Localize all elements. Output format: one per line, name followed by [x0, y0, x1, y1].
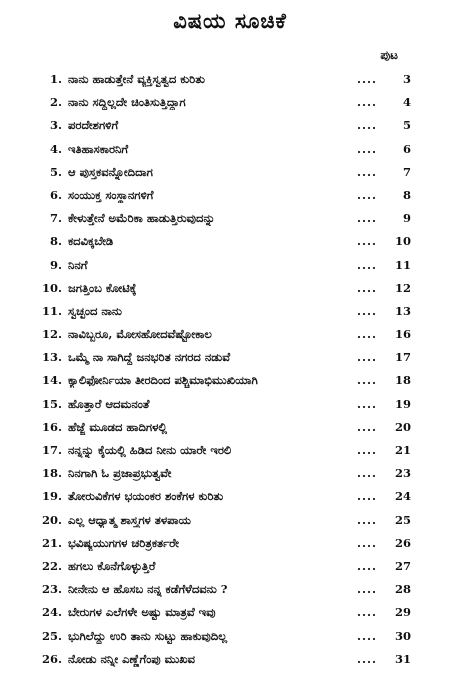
toc-row — [36, 536, 411, 559]
entry-leader: .... — [356, 373, 377, 388]
entry-leader: .... — [356, 535, 377, 550]
toc-row — [36, 373, 411, 396]
entry-title: ನಾನು ಹಾಡುತ್ತೇನೆ ವ್ಯಕ್ತಿಸ್ವತ್ವದ ಕುರಿತು — [68, 72, 205, 86]
toc-row — [36, 118, 411, 141]
entry-number: 7. — [49, 211, 62, 226]
toc-row — [36, 420, 411, 443]
entry-leader: .... — [356, 443, 377, 457]
toc-row — [36, 582, 411, 605]
toc-row — [36, 304, 411, 327]
entry-number: 11. — [41, 303, 62, 318]
entry-number: 5. — [49, 164, 62, 179]
entry-title: ನಾವಿಬ್ಬರೂ, ಮೋಸಹೋದವೆಷ್ಟೋಕಾಲ — [68, 327, 212, 342]
entry-title: ನಾನು ಸದ್ದಿಲ್ಲದೇ ಚಿಂತಿಸುತ್ತಿದ್ದಾಗ — [68, 95, 186, 110]
entry-number: 4. — [49, 141, 62, 156]
toc-row — [36, 95, 411, 118]
entry-page: 31 — [394, 651, 411, 666]
entry-number: 1. — [49, 72, 62, 86]
entry-title: ಭುಗಿಲೆದ್ದು ಉರಿ ತಾನು ಸುಟ್ಟು ಹಾಕುವುದಿಲ್ಲ — [68, 628, 228, 643]
page-column-header: ಪುಟ — [380, 48, 398, 62]
entry-page: 26 — [394, 535, 411, 550]
entry-leader: .... — [356, 211, 377, 226]
entry-page: 17 — [394, 350, 411, 365]
toc-row — [36, 443, 411, 466]
toc-row — [36, 605, 411, 628]
entry-number: 10. — [41, 280, 62, 295]
entry-number: 15. — [41, 396, 62, 411]
entry-page: 24 — [394, 489, 411, 504]
toc-row — [36, 559, 411, 582]
entry-number: 2. — [49, 95, 62, 110]
entry-page: 29 — [394, 605, 411, 620]
entry-number: 26. — [41, 651, 62, 666]
entry-title: ನೋಡು ನನ್ನೀ ಎಣ್ಣೆಗೆಂಪು ಮುಖವ — [68, 651, 196, 666]
entry-page: 21 — [394, 443, 411, 457]
toc-row — [36, 72, 411, 95]
entry-number: 24. — [41, 605, 62, 620]
entry-number: 18. — [41, 466, 62, 481]
toc-row — [36, 258, 411, 281]
entry-leader: .... — [356, 628, 377, 643]
page-title: ವಿಷಯ ಸೂಚಿಕೆ — [173, 8, 287, 33]
entry-number: 25. — [41, 628, 62, 643]
entry-leader: .... — [356, 558, 377, 573]
entry-leader: .... — [356, 419, 377, 434]
entry-page: 10 — [394, 234, 411, 249]
entry-title: ಭವಿಷ್ಯಯುಗಗಳ ಚರಿತ್ರಕರ್ತರೇ — [68, 535, 179, 550]
entry-page: 19 — [394, 396, 411, 411]
entry-page: 6 — [402, 141, 411, 156]
entry-page: 25 — [394, 512, 411, 527]
entry-title: ಹೆಜ್ಜೆ ಮೂಡದ ಹಾದಿಗಳಲ್ಲಿ — [68, 419, 168, 434]
toc-row — [36, 211, 411, 234]
entry-title: ಜಗತ್ತಿಂಬ ಕೋಟಿಕ್ಕೆ — [68, 280, 137, 295]
entry-number: 23. — [41, 582, 62, 597]
entry-title: ತೋರುವಿಕೆಗಳ ಭಯಂಕರ ಶಂಕೆಗಳ ಕುರಿತು — [68, 489, 224, 504]
entry-leader: .... — [356, 141, 377, 156]
toc-row — [36, 142, 411, 165]
entry-number: 3. — [49, 118, 62, 133]
entry-leader: .... — [356, 303, 377, 318]
toc-row — [36, 466, 411, 489]
entry-leader: .... — [356, 512, 377, 527]
entry-leader: .... — [356, 350, 377, 365]
entry-page: 9 — [402, 211, 411, 226]
entry-title: ಬೇರುಗಳ ಎಲೆಗಳೇ ಅಷ್ಟು ಮಾತ್ರವೆ ಇವು — [68, 605, 216, 620]
entry-leader: .... — [356, 582, 377, 597]
entry-title: ಹಗಲು ಕೊನೆಗೊಳ್ಳುತ್ತಿರೆ — [68, 558, 156, 573]
entry-title: ಆ ಪುಸ್ತಕವನ್ನೋದಿದಾಗ — [68, 164, 153, 179]
entry-title: ಪರದೇಶಗಳಿಗೆ — [68, 118, 119, 133]
entry-title: ಒಮ್ಮೆ ನಾ ಸಾಗಿದ್ದೆ ಜನಭರಿತ ನಗರದ ನಡುವೆ — [68, 350, 231, 365]
entry-page: 28 — [394, 582, 411, 597]
entry-number: 16. — [41, 419, 62, 434]
entry-title: ಸಂಯುಕ್ತ ಸಂಸ್ಥಾನಗಳಿಗೆ — [68, 187, 154, 202]
entry-leader: .... — [356, 605, 377, 620]
entry-title: ಸ್ವಚ್ಛಂದ ನಾನು — [68, 303, 122, 318]
entry-page: 18 — [394, 373, 411, 388]
entry-leader: .... — [356, 466, 377, 481]
entry-leader: .... — [356, 234, 377, 249]
entry-number: 14. — [41, 373, 62, 388]
entry-number: 6. — [49, 187, 62, 202]
toc-row — [36, 281, 411, 304]
entry-number: 12. — [41, 327, 62, 342]
entry-number: 20. — [41, 512, 62, 527]
toc-row — [36, 629, 411, 652]
entry-leader: .... — [356, 327, 377, 342]
entry-title: ಹೊತ್ತಾರೆ ಆದಮನಂತೆ — [68, 396, 150, 411]
entry-leader: .... — [356, 396, 377, 411]
entry-title: ಕೇಳುತ್ತೇನೆ ಅಮೆರಿಕಾ ಹಾಡುತ್ತಿರುವುದನ್ನು — [68, 211, 216, 226]
entry-title: ಕ್ಯಾಲಿಫೋರ್ನಿಯಾ ತೀರದಿಂದ ಪಶ್ಚಿಮಾಭಿಮುಖಿಯಾಗಿ — [68, 373, 258, 388]
entry-title: ನಿನಗಾಗಿ ಓ ಪ್ರಜಾಪ್ರಭುತ್ವವೇ — [68, 466, 172, 481]
entry-leader: .... — [356, 280, 377, 295]
entry-leader: .... — [356, 95, 377, 110]
entry-title: ನನ್ನನ್ನು ಕೈಯಲ್ಲಿ ಹಿಡಿದ ನೀನು ಯಾರೇ ಇರಲಿ — [68, 443, 232, 457]
entry-number: 8. — [49, 234, 62, 249]
entry-leader: .... — [356, 257, 377, 272]
entry-number: 21. — [41, 535, 62, 550]
entry-leader: .... — [356, 187, 377, 202]
entry-leader: .... — [356, 164, 377, 179]
entry-page: 4 — [402, 95, 411, 110]
toc-row — [36, 652, 411, 675]
toc-row — [36, 489, 411, 512]
entry-title: ಕದವಿಕ್ಕಬೇಡಿ — [68, 234, 114, 249]
entry-number: 17. — [41, 443, 62, 457]
entry-page: 20 — [394, 419, 411, 434]
toc-row — [36, 234, 411, 257]
entry-page: 8 — [402, 187, 411, 202]
toc-row — [36, 513, 411, 536]
entry-leader: .... — [356, 489, 377, 504]
entry-leader: .... — [356, 118, 377, 133]
entry-page: 3 — [402, 72, 411, 86]
entry-title: ಎಲ್ಲ ಆಧ್ಯಾತ್ಮ ಶಾಸ್ತ್ರಗಳ ತಳಪಾಯ — [68, 512, 191, 527]
entry-title: ನೀನೇನು ಆ ಹೊಸಬ ನನ್ನ ಕಡೆಗೆಳೆದವನು ? — [68, 582, 228, 597]
entry-page: 16 — [394, 327, 411, 342]
entry-number: 19. — [41, 489, 62, 504]
entry-title: ನಿನಗೆ — [68, 257, 88, 272]
entry-page: 7 — [402, 164, 411, 179]
entry-page: 30 — [394, 628, 411, 643]
entry-page: 12 — [394, 280, 411, 295]
entry-number: 22. — [41, 558, 62, 573]
entry-leader: .... — [356, 72, 377, 86]
entry-number: 13. — [41, 350, 62, 365]
entry-page: 11 — [394, 257, 411, 272]
entry-page: 23 — [394, 466, 411, 481]
toc-row — [36, 165, 411, 188]
toc-row — [36, 397, 411, 420]
entry-title: ಇತಿಹಾಸಕಾರನಿಗೆ — [68, 141, 129, 156]
entry-page: 27 — [394, 558, 411, 573]
toc-row — [36, 327, 411, 350]
table-of-contents — [36, 72, 411, 675]
entry-page: 5 — [402, 118, 411, 133]
toc-row — [36, 188, 411, 211]
entry-page: 13 — [394, 303, 411, 318]
entry-leader: .... — [356, 651, 377, 666]
entry-number: 9. — [49, 257, 62, 272]
toc-row — [36, 350, 411, 373]
